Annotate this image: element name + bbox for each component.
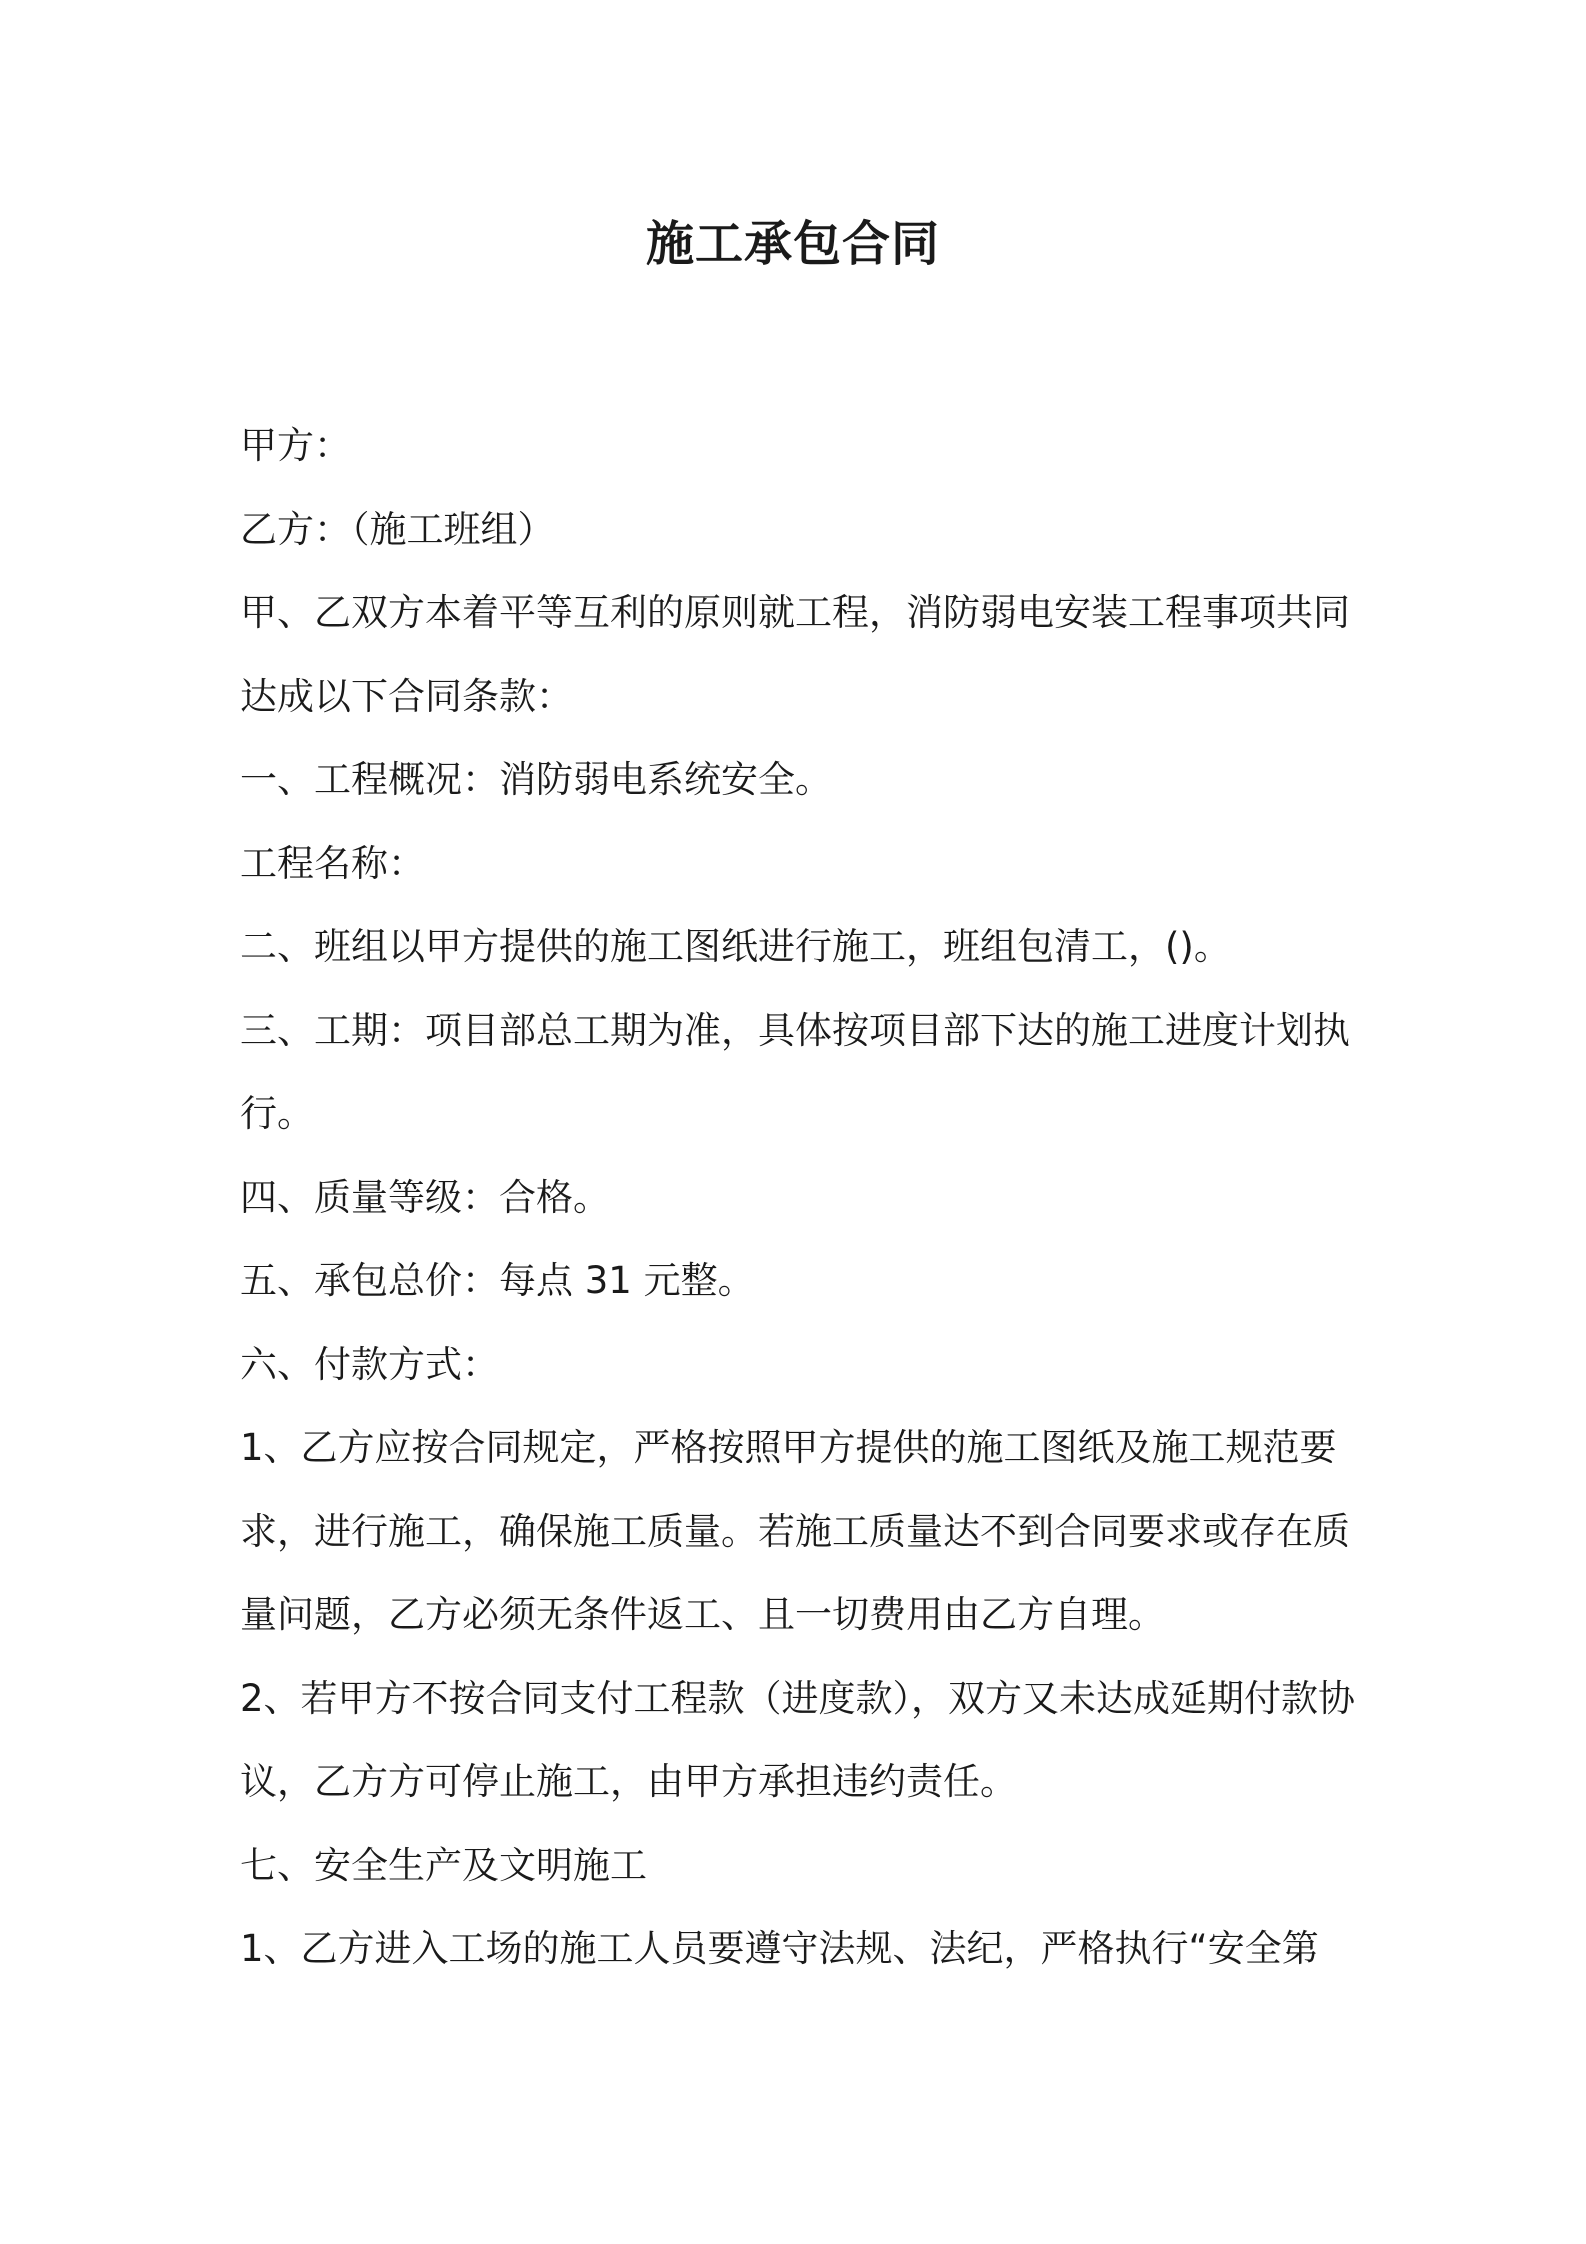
clause-6-item-2-line-2: 议，乙方方可停止施工，由甲方承担违约责任。	[240, 1760, 1017, 1803]
preamble-line-2: 达成以下合同条款：	[240, 674, 573, 718]
clause-2-line: 二、班组以甲方提供的施工图纸进行施工，班组包清工，()。	[240, 925, 1231, 968]
party-a-line: 甲方：	[240, 424, 351, 467]
clause-5-line: 五、承包总价：每点 31 元整。	[240, 1259, 755, 1302]
clause-7-heading: 七、安全生产及文明施工	[240, 1843, 647, 1887]
document-body	[240, 404, 1360, 1991]
clause-6-item-1-line-1: 1、乙方应按合同规定，严格按照甲方提供的施工图纸及施工规范要	[240, 1426, 1337, 1469]
clause-6-heading: 六、付款方式：	[240, 1342, 499, 1386]
clause-6-item-1-line-2: 求，进行施工，确保施工质量。若施工质量达不到合同要求或存在质	[240, 1509, 1350, 1553]
clause-1-overview: 一、工程概况：消防弱电系统安全。	[240, 758, 832, 801]
preamble-line-1: 甲、乙双方本着平等互利的原则就工程，消防弱电安装工程事项共同	[240, 591, 1350, 634]
clause-7-item-1-line-1: 1、乙方进入工场的施工人员要遵守法规、法纪，严格执行“安全第	[240, 1927, 1319, 1970]
clause-6-item-2-line-1: 2、若甲方不按合同支付工程款（进度款），双方又未达成延期付款协	[240, 1676, 1356, 1720]
party-b-line: 乙方：（施工班组）	[240, 507, 555, 551]
clause-6-item-1-line-3: 量问题，乙方必须无条件返工、且一切费用由乙方自理。	[240, 1593, 1165, 1636]
project-name-line: 工程名称：	[240, 841, 425, 885]
clause-3-line-2: 行。	[240, 1092, 314, 1135]
clause-4-line: 四、质量等级：合格。	[240, 1175, 610, 1219]
document-title: 施工承包合同	[645, 216, 940, 272]
clause-3-line-1: 三、工期：项目部总工期为准，具体按项目部下达的施工进度计划执	[240, 1008, 1350, 1052]
